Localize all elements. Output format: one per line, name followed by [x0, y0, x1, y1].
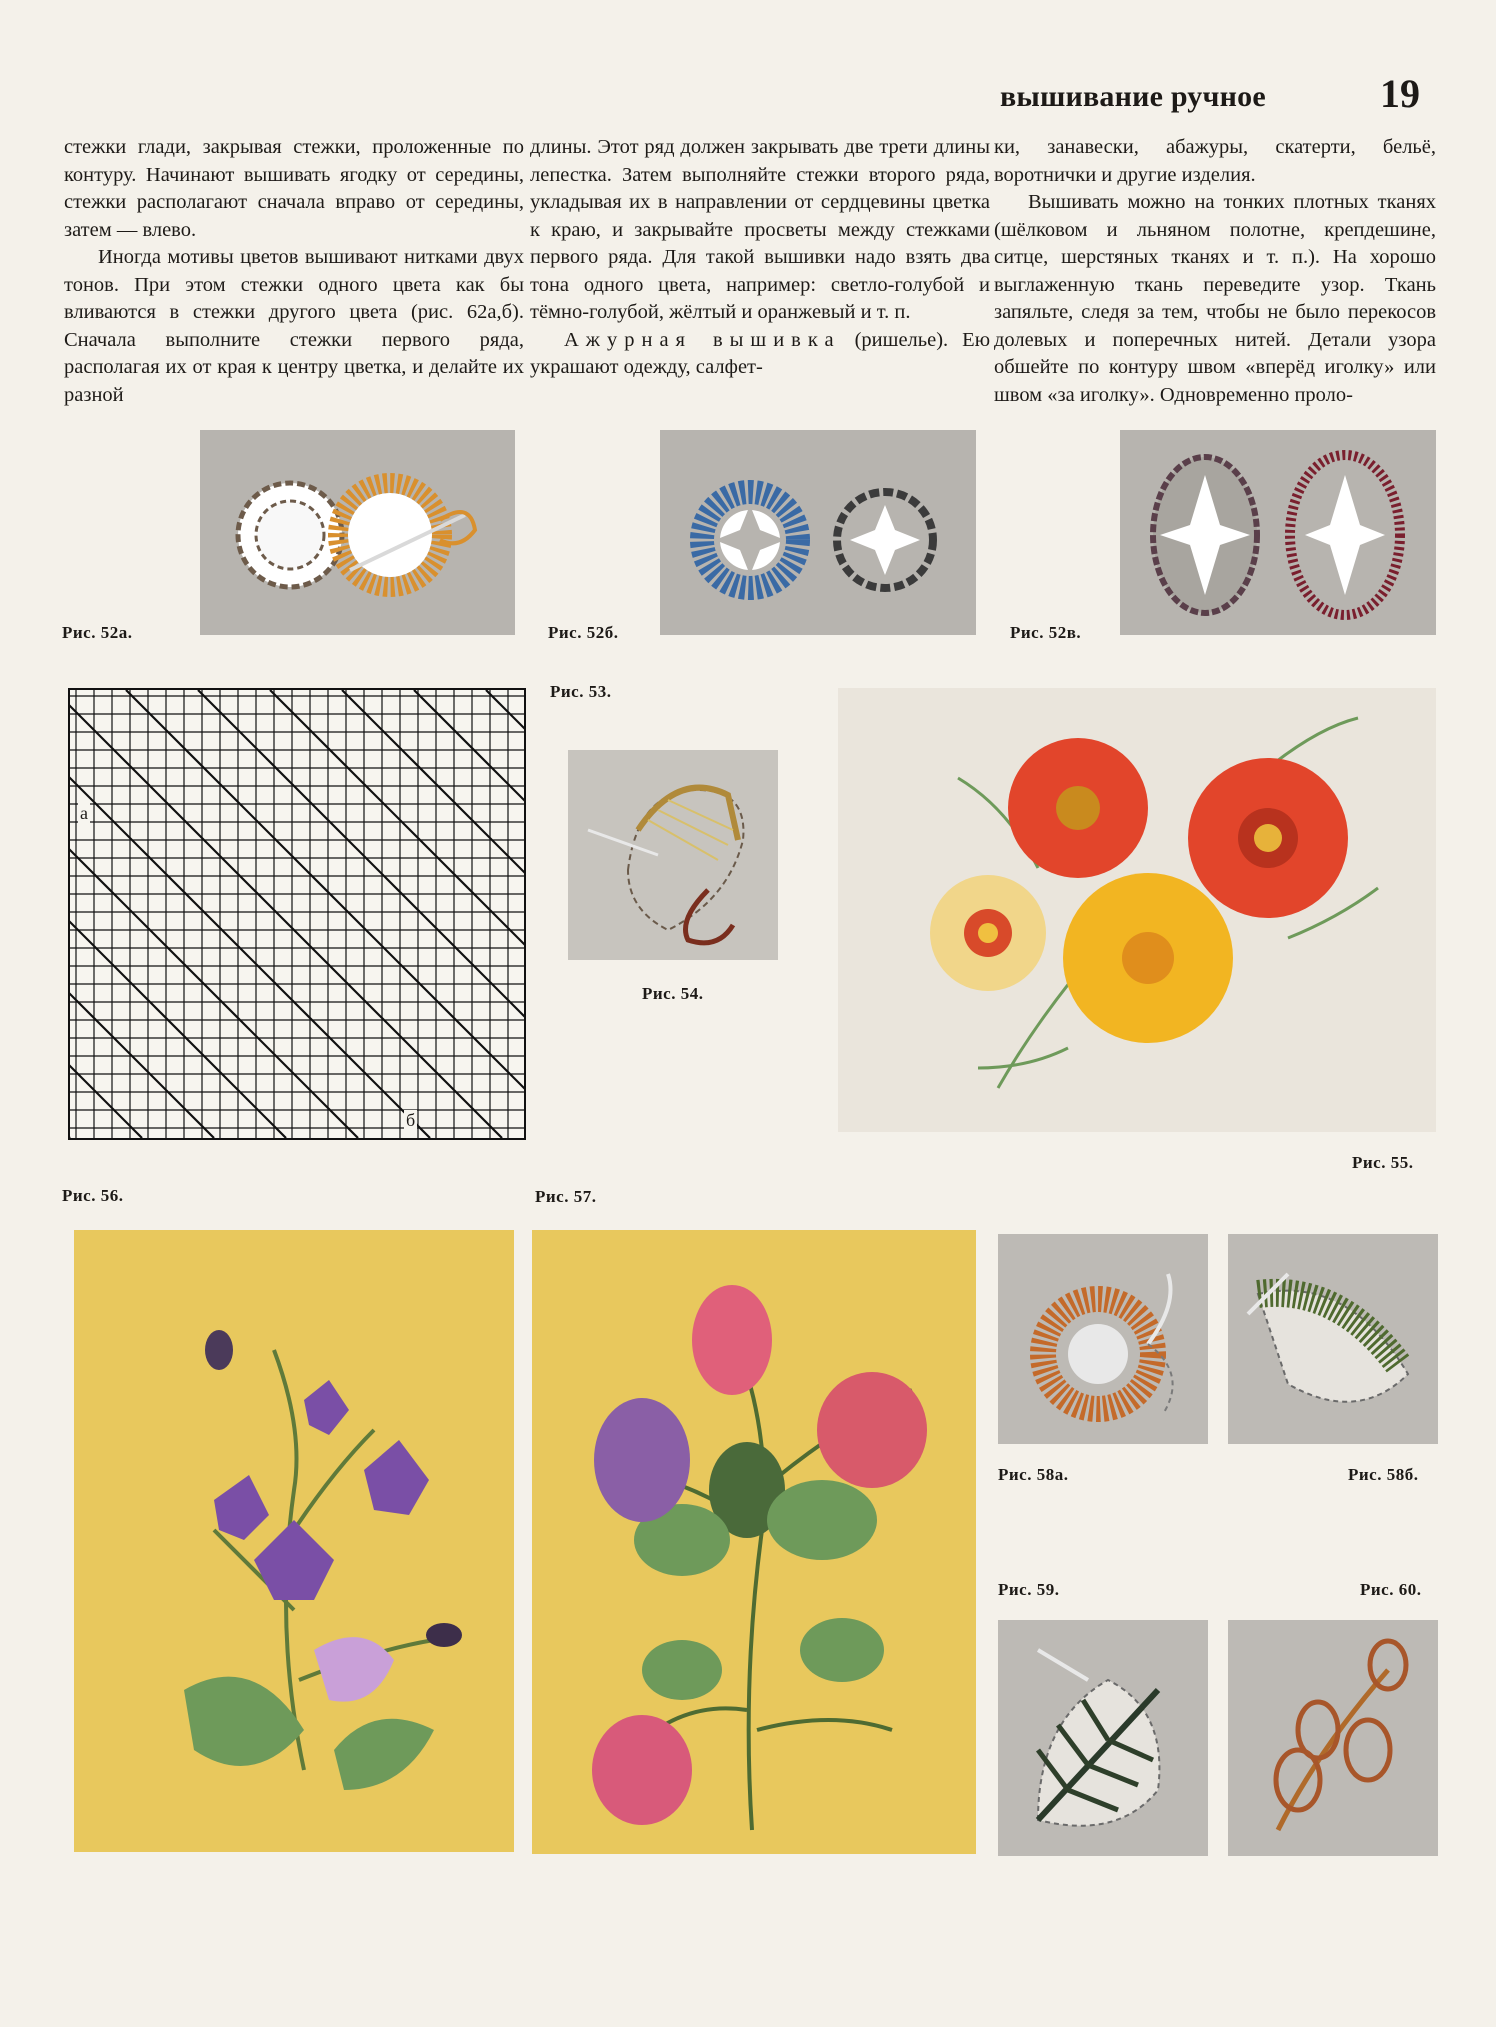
figure-54-caption: Рис. 54. [642, 984, 704, 1003]
paragraph-rest: (ришелье). Ею украшают одежду, салфет- [530, 328, 991, 378]
clover-embroidery-photo [532, 1230, 976, 1854]
figure-52b-photo [660, 430, 976, 635]
figure-52v-photo [1120, 430, 1436, 635]
diagram-label-a: а [80, 803, 88, 823]
paragraph: ки, занавески, абажуры, скатерти, бельё, воротнички и другие изделия. [994, 136, 1436, 186]
stitch-diagonal [198, 690, 524, 1138]
figure-55-caption: Рис. 55. [1352, 1153, 1414, 1172]
stitch-diagonal [126, 690, 524, 1138]
figure-52a-caption: Рис. 52а. [62, 623, 133, 642]
figure-52a-photo [200, 430, 515, 635]
figure-57-caption: Рис. 57. [535, 1187, 597, 1206]
figure-58b-caption: Рис. 58б. [1348, 1465, 1419, 1484]
stitch-diagonal [70, 690, 286, 1138]
figure-59-caption: Рис. 59. [998, 1580, 1060, 1599]
figure-54-photo [568, 750, 778, 960]
figure-52v-caption: Рис. 52в. [1010, 623, 1082, 642]
paragraph: стежки глади, закрывая стежки, проложенные по контуру. Начинают вышивать ягодку от середины, стежки располагают сначала вправо от середины, затем — влево. [64, 136, 524, 241]
stitch-diagonal [486, 690, 524, 1138]
figure-56-caption: Рис. 56. [62, 1186, 124, 1205]
stitch-diagonal [70, 690, 358, 1138]
diagram-label-b: б [406, 1110, 416, 1130]
text-column-1 [64, 134, 524, 409]
figure-52b-caption: Рис. 52б. [548, 623, 619, 642]
paragraph: Вышивать можно на тонких плотных тканях (шёлковом и льняном полотне, крепдешине, ситце, шерстяных тканях и т. п.). На хорошо выглаженную ткань переведите узор. Ткань запяльте, следя за тем, чтобы не было перекосов долевых и поперечных нитей. Детали узора обшейте по контуру швом «вперёд иголку» или швом «за иголку». Одновременно проло- [994, 191, 1436, 406]
text-column-3 [994, 134, 1436, 409]
figure-56-diagram [68, 688, 526, 1140]
stitch-diagonal [342, 690, 524, 1138]
openwork-heading: Ажурная вышивка [564, 328, 841, 351]
stitch-diagonal [70, 690, 142, 1138]
figure-53-caption: Рис. 53. [550, 682, 612, 701]
paragraph: длины. Этот ряд должен закрывать две трети длины лепестка. Затем выполняйте стежки второго ряда, укладывая их в направлении от сердцевины цветка к краю, и закрывайте просветы между стежками первого ряда. Для такой вышивки надо взять два тона одного цвета, например: светло-голубой и тёмно-голубой, жёлтый и оранжевый и т. п. [530, 136, 990, 323]
figure-58a-caption: Рис. 58а. [998, 1465, 1069, 1484]
stitch-diagonal [70, 690, 430, 1138]
figure-58b-photo [1228, 1234, 1438, 1444]
section-title: вышивание ручное [1000, 80, 1266, 113]
paragraph [530, 327, 990, 382]
text-column-2 [530, 134, 990, 382]
paragraph: Иногда мотивы цветов вышивают нитками двух тонов. При этом стежки одного цвета как бы вливаются в стежки другого цвета (рис. 62а,б). Сначала выполните стежки первого ряда, располагая их от края к центру цветка, и делайте их разной [64, 246, 524, 406]
figure-60-photo [1228, 1620, 1438, 1856]
figure-60-caption: Рис. 60. [1360, 1580, 1422, 1599]
figure-55-photo [838, 688, 1436, 1132]
page-number: 19 [1380, 71, 1420, 116]
stitch-diagonal [270, 690, 524, 1138]
figure-58a-photo [998, 1234, 1208, 1444]
bellflower-embroidery-photo [74, 1230, 514, 1852]
figure-59-photo [998, 1620, 1208, 1856]
